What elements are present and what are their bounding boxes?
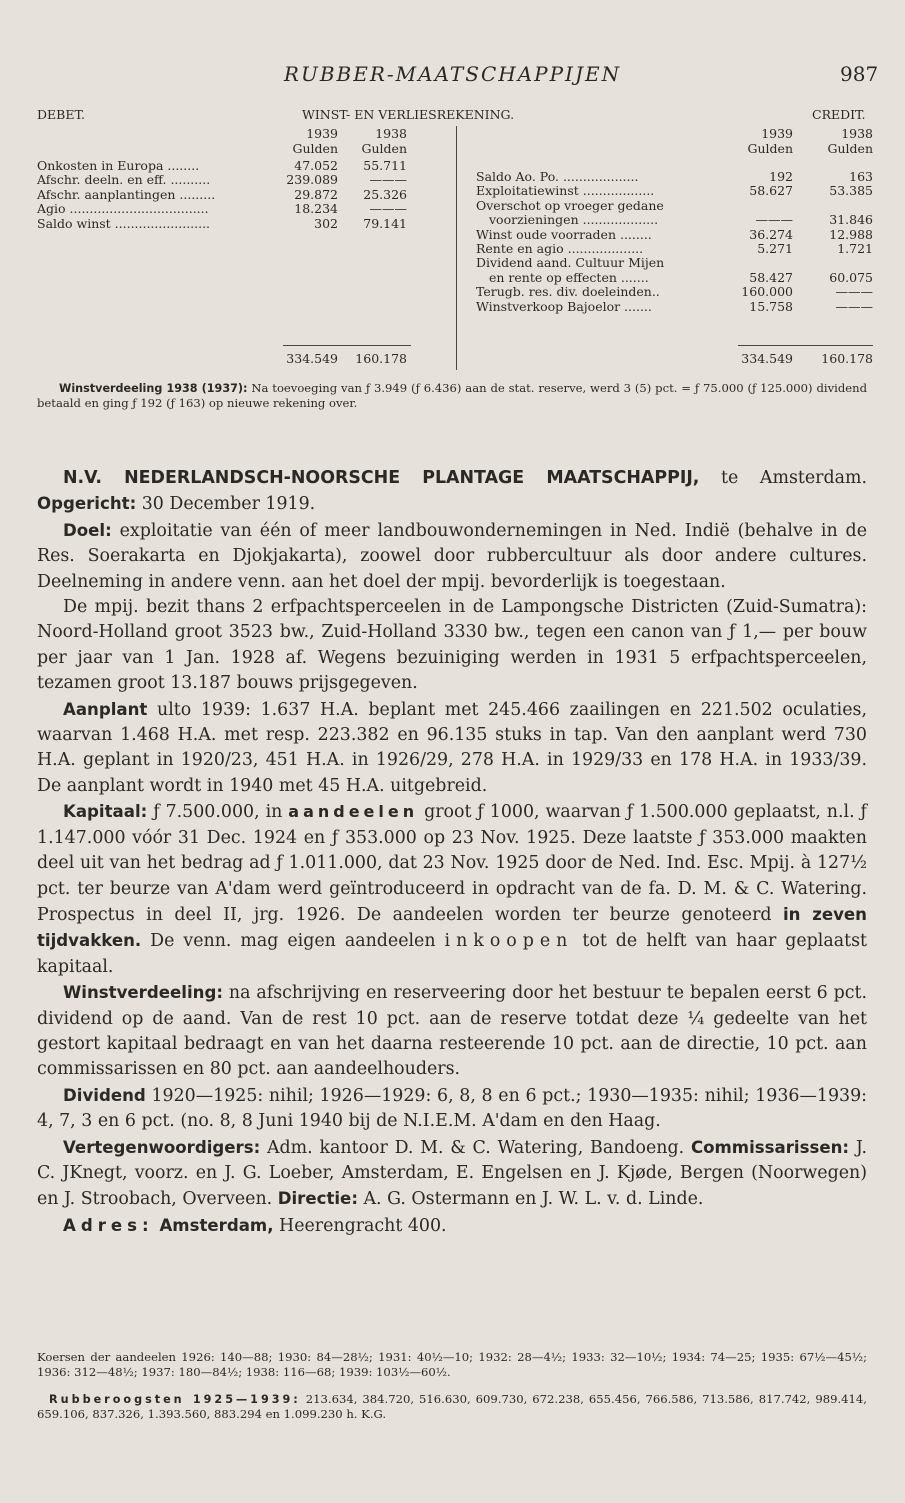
kapitaal-bold: in zeven tijdvakken. [37, 904, 867, 951]
credit-row-1939: 160.000 [741, 284, 793, 300]
credit-row-1938: 12.988 [829, 226, 873, 242]
debit-year-1938: 1938 [375, 126, 407, 141]
credit-row-1939: 5.271 [757, 241, 793, 256]
kapitaal-spaced-2: inkoopen [444, 931, 574, 952]
debit-row-1938: 79.141 [363, 215, 407, 231]
credit-year-1939: 1939 [761, 126, 793, 141]
credit-year-1938: 1938 [841, 126, 873, 141]
credit-row-1939: 58.627 [749, 183, 793, 199]
credit-total-1939: 334.549 [741, 351, 793, 366]
debit-row-1939: 47.052 [294, 158, 338, 173]
comm-label: Commissarissen: [690, 1137, 850, 1157]
kapitaal-text-3: De venn. mag eigen aandeelen [141, 931, 445, 952]
debit-row-label: Afschr. deeln. en eff. .......... [37, 172, 211, 188]
winst-text: na afschrijving en reserveering door het bestuur te bepalen eerst 6 pct. dividend op de aand. Van de rest 10 pct. aan de reserve totdat deze ¼ gedeelte van het gestort kapitaal bedraagt en van het daarna resteerende 10 pct. aan de directie, 10 pct. aan commissarissen en 80 pct. aan aandeelhouders. [37, 983, 867, 1080]
debit-row-label: Afschr. aanplantingen ......... [37, 186, 216, 202]
bezit-paragraph: De mpij. bezit thans 2 erfpachtsperceelen in de Lampongsche Districten (Zuid-Sumatra): Noord-Holland groot 3523 bw., Zuid-Holland 3330 bw., tegen een canon van ƒ 1,— per bouw per jaar van 1 Jan. 1928 af. Wegens bezuiniging werden in 1931 5 erfpachtsperceelen, tezamen groot 13.187 bouws prijsgegeven. [37, 597, 867, 694]
kapitaal-text-1: ƒ 7.500.000, in [147, 802, 289, 823]
credit-row-label: Rente en agio ................... [476, 241, 644, 256]
center-divider [456, 126, 457, 370]
credit-row-1938: 1.721 [837, 241, 873, 256]
dir-text: A. G. Ostermann en J. W. L. v. d. Linde. [357, 1189, 704, 1210]
credit-row-1938: 60.075 [829, 269, 873, 285]
credit-row-label: voorzieningen ................... [489, 212, 659, 228]
account-note-heading: Winstverdeeling 1938 (1937): [59, 382, 248, 395]
founded-label: Opgericht: [37, 494, 137, 514]
koersen-note: Koersen der aandeelen 1926: 140—88; 1930: 84—28½; 1931: 40½—10; 1932: 28—4½; 1933: 32—10½; 1934: 74—25; 1935: 67½—45½; 1936: 312—48½; 1937: 180—84½; 1938: 116—68; 1939: 103½—60½. [37, 1350, 867, 1379]
kapitaal-text-2: groot ƒ 1000, waarvan ƒ 1.500.000 geplaatst, n.l. ƒ 1.147.000 vóór 31 Dec. 1924 en ƒ 353.000 op 23 Nov. 1925. Deze laatste ƒ 353.000 maakten deel uit van het bedrag ad ƒ 1.011.000, dat 23 Nov. 1925 door de Ned. Ind. Esc. Mpij. à 127½ pct. ter beurze van A'dam werd geïntroduceerd in opdracht van de fa. D. M. & C. Watering. Prospectus in deel II, jrg. 1926. De aandeelen worden ter beurze genoteerd [37, 802, 867, 925]
credit-row-1938: ——— [835, 284, 873, 300]
company-name: N.V. NEDERLANDSCH-NOORSCHE PLANTAGE MAATSCHAPPIJ, [63, 468, 700, 488]
company-entry [37, 466, 867, 1239]
vert-label: Vertegenwoordigers: [63, 1137, 261, 1157]
oogsten-note [37, 1392, 867, 1422]
comm-text: J. C. JKnegt, voorz. en J. G. Loeber, Amsterdam, E. Engelsen en J. Kjøde, Bergen (Noorwegen) en J. Stroobach, Overveen. [37, 1137, 867, 1210]
debit-total-1938: 160.178 [355, 351, 407, 366]
account-note [37, 381, 867, 411]
adres-label: Adres: [63, 1215, 154, 1235]
credit-row-label: Exploitatiewinst .................. [476, 183, 655, 199]
winst-label: Winstverdeeling: [63, 983, 223, 1003]
credit-row-1938: ——— [835, 298, 873, 314]
credit-row-1939: 36.274 [749, 226, 793, 242]
kapitaal-text-4: tot de helft van haar geplaatst kapitaal. [37, 931, 867, 977]
debit-row-1939: 302 [314, 215, 338, 231]
credit-row-1938: 31.846 [829, 212, 873, 228]
adres-paragraph [37, 1213, 867, 1239]
debit-total-1939: 334.549 [286, 351, 338, 366]
credit-unit-1939: Gulden [747, 141, 793, 156]
oogsten-text: 213.634, 384.720, 516.630, 609.730, 672.238, 655.456, 766.586, 713.586, 817.742, 989.414, 659.106, 837.326, 1.393.560, 883.294 en 1.099.230 h. K.G. [37, 1392, 867, 1421]
aanplant-paragraph [37, 697, 867, 800]
debit-row-label: Agio ................................... [37, 201, 209, 217]
credit-row-1938: 53.385 [829, 183, 873, 199]
credit-row-1939: 58.427 [749, 269, 793, 285]
credit-row-label: en rente op effecten ....... [489, 269, 649, 285]
credit-row-label: Overschot op vroeger gedane [476, 197, 664, 213]
debit-row-1939: 239.089 [286, 172, 338, 188]
adres-text: Heerengracht 400. [273, 1215, 447, 1236]
debit-row-1938: 25.326 [363, 186, 407, 202]
dividend-paragraph [37, 1083, 867, 1135]
credit-row-1939: 15.758 [749, 298, 793, 314]
running-title: RUBBER-MAATSCHAPPIJEN [283, 62, 622, 86]
credit-row-label: Terugb. res. div. doeleinden.. [476, 284, 660, 300]
kapitaal-label: Kapitaal: [63, 802, 148, 822]
page-number: 987 [840, 62, 879, 86]
credit-row-label: Dividend aand. Cultuur Mijen [476, 255, 665, 271]
account-title: WINST- EN VERLIESREKENING. [302, 107, 515, 122]
doel-paragraph [37, 518, 867, 595]
credit-total-1938: 160.178 [821, 351, 873, 366]
winst-paragraph [37, 980, 867, 1083]
aanplant-text: ulto 1939: 1.637 H.A. beplant met 245.466 zaailingen en 221.502 oculaties, waarvan 1.468 H.A. met resp. 223.382 en 96.135 stuks in tap. Van den aanplant werd 730 H.A. geplant in 1920/23, 451 H.A. in 1926/29, 278 H.A. in 1929/33 en 178 H.A. in 1933/39. De aanplant wordt in 1940 met 45 H.A. uitgebreid. [37, 699, 867, 796]
doel-text: exploitatie van één of meer landbouwondernemingen in Ned. Indië (behalve in de Res. Soerakarta en Djokjakarta), zoowel door rubbercultuur als door andere cultures. Deelneming in andere venn. aan het doel der mpij. bevorderlijk is toegestaan. [37, 520, 867, 592]
debit-row-1938: 55.711 [363, 158, 407, 173]
debit-total-rule [283, 345, 411, 346]
credit-unit-1938: Gulden [827, 141, 873, 156]
debit-unit-1939: Gulden [292, 141, 338, 156]
account-note-text: Na toevoeging van ƒ 3.949 (ƒ 6.436) aan de stat. reserve, werd 3 (5) pct. = ƒ 75.000 (ƒ 125.000) dividend betaald en ging ƒ 192 (ƒ 163) op nieuwe rekening over. [37, 381, 867, 410]
vert-paragraph [37, 1135, 867, 1213]
kapitaal-paragraph [37, 799, 867, 980]
credit-total-rule [738, 345, 873, 346]
credit-row-1939: ——— [755, 212, 793, 228]
aanplant-label: Aanplant [63, 699, 148, 719]
dividend-label: Dividend [63, 1085, 146, 1105]
debit-unit-1938: Gulden [361, 141, 407, 156]
founded-text: 30 December 1919. [136, 494, 316, 515]
company-name-rest: te Amsterdam. [699, 468, 867, 488]
debit-row-label: Onkosten in Europa ........ [37, 158, 200, 173]
debit-row-label: Saldo winst ........................ [37, 215, 211, 231]
debet-label: DEBET. [37, 107, 85, 122]
debit-year-1939: 1939 [306, 126, 338, 141]
doel-label: Doel: [63, 520, 112, 540]
credit-row-label: Winstverkoop Bajoelor ....... [476, 298, 652, 314]
vert-text: Adm. kantoor D. M. & C. Watering, Bandoeng. [260, 1137, 691, 1158]
dividend-text: 1920—1925: nihil; 1926—1929: 6, 8, 8 en 6 pct.; 1930—1935: nihil; 1936—1939: 4, 7, 3 en 6 pct. (no. 8, 8 Juni 1940 bij de N.I.E.M. A'dam en den Haag. [37, 1085, 867, 1132]
adres-bold: Amsterdam, [153, 1215, 274, 1235]
credit-row-1939: 192 [769, 169, 793, 184]
debit-row-1939: 29.872 [294, 186, 338, 202]
credit-row-1938: 163 [849, 169, 873, 184]
dir-label: Directie: [277, 1189, 358, 1209]
credit-row-label: Winst oude voorraden ........ [476, 226, 652, 242]
oogsten-label: Rubberoogsten 1925—1939: [49, 1393, 301, 1406]
credit-label: CREDIT. [812, 107, 866, 122]
debit-row-1938: ——— [369, 201, 407, 217]
debit-row-1938: ——— [369, 172, 407, 188]
credit-row-label: Saldo Ao. Po. ................... [476, 169, 639, 184]
debit-row-1939: 18.234 [294, 201, 338, 217]
kapitaal-spaced: aandeelen [288, 802, 419, 822]
company-heading [37, 466, 867, 518]
